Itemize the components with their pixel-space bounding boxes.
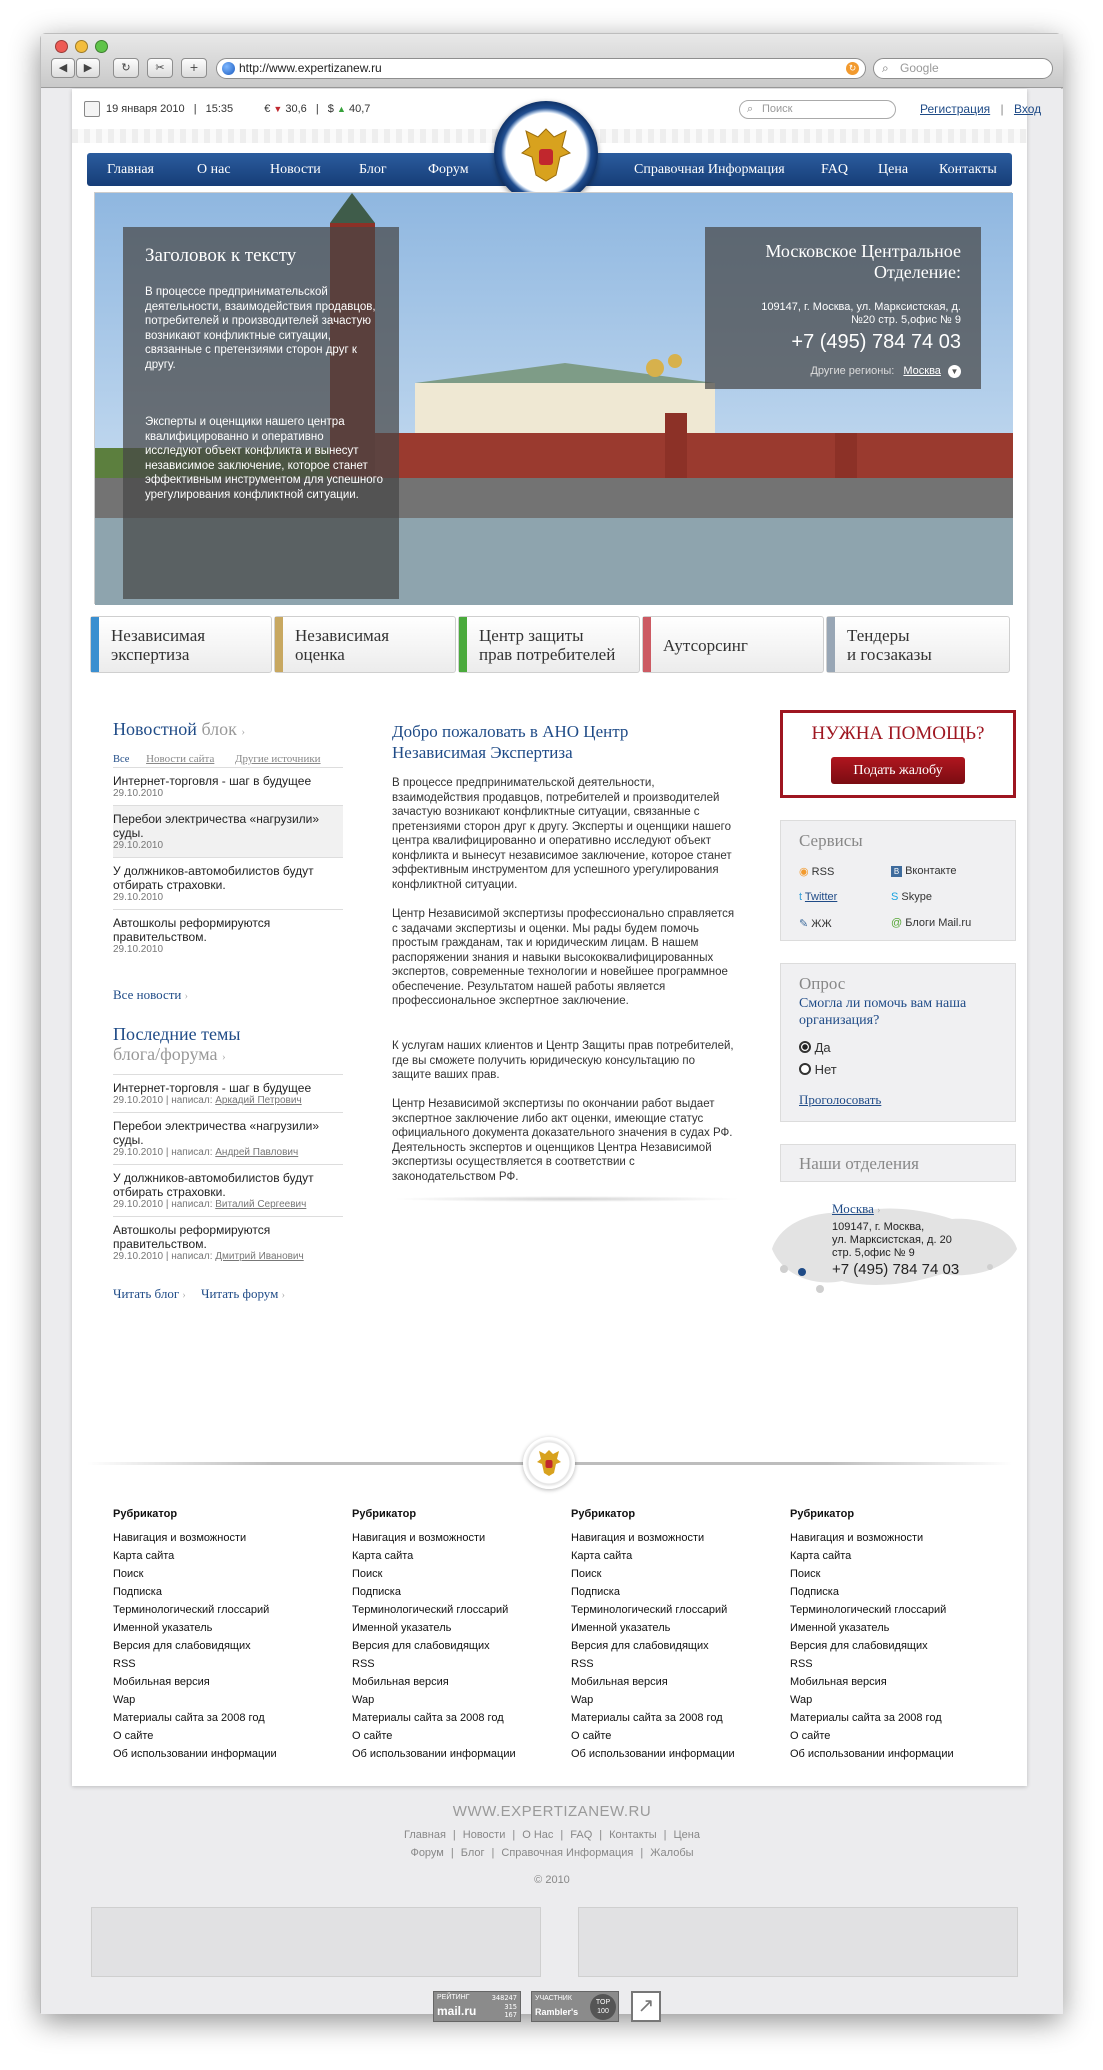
news-block-title[interactable] (113, 719, 245, 740)
news-item-title: Перебои электричества «нагрузили» суды. (113, 812, 320, 840)
eagle-icon (523, 1437, 575, 1489)
footer-link[interactable]: Мобильная версия (571, 1676, 668, 1688)
all-news-link[interactable] (113, 987, 188, 1003)
news-item-date: 29.10.2010 (113, 788, 164, 799)
footer-link[interactable]: Мобильная версия (790, 1676, 887, 1688)
tab-expertise[interactable] (90, 616, 272, 673)
service-skype[interactable] (891, 891, 932, 903)
footer-emblem-logo[interactable] (523, 1437, 575, 1489)
radio-checked-icon[interactable] (799, 1041, 811, 1053)
hero-banner (94, 192, 1012, 604)
top100-badge: TOP 100 (590, 1994, 616, 2020)
poll-option-no[interactable] (799, 1062, 837, 1077)
branch-city: Москва (832, 1201, 874, 1216)
news-item-date: 29.10.2010 (113, 944, 164, 955)
tab-label-line1: Тендеры (847, 626, 910, 645)
current-time: 15:35 (205, 103, 234, 115)
help-box (780, 710, 1016, 798)
counter-value: 315 (504, 2002, 517, 2011)
blog-item-date: 29.10.2010 (113, 1147, 164, 1158)
rss-feed-icon[interactable]: ↻ (846, 62, 859, 75)
bottom-links-row-1: Главная | Новости | О Нас | FAQ | Контакты | Цена (404, 1829, 700, 1841)
service-label: Skype (901, 891, 932, 903)
tab-tenders[interactable] (826, 616, 1010, 673)
footer-link[interactable]: RSS (790, 1658, 813, 1670)
copyright: © 2010 (534, 1874, 570, 1886)
blog-title-part2: блога/форума (113, 1044, 218, 1064)
read-forum-link[interactable]: Читать форум (201, 1286, 279, 1301)
footer-link[interactable]: О сайте (352, 1730, 393, 1742)
regions-label: Другие регионы: (810, 365, 895, 377)
external-counter-icon[interactable]: ↗ (631, 1991, 661, 2022)
chevron-right-icon: › (241, 726, 246, 738)
list-item[interactable] (113, 806, 343, 858)
footer-link[interactable]: Именной указатель (571, 1622, 671, 1634)
blog-links (113, 1286, 285, 1302)
office-address: 109147, г. Москва, ул. Марксистская, д.№20 стр. 5,офис № 9 (761, 301, 961, 326)
back-button[interactable]: ◀ (51, 58, 75, 78)
twitter-icon: t (799, 891, 803, 903)
site-search-input[interactable] (739, 100, 896, 119)
counter-label: РЕЙТИНГ (437, 1994, 470, 2001)
login-link[interactable]: Вход (1013, 102, 1042, 116)
footer-link[interactable]: Об использовании информации (113, 1748, 277, 1760)
footer-link[interactable]: Подписка (571, 1586, 620, 1598)
bottom-link[interactable]: Справочная Информация (501, 1847, 634, 1859)
browser-search-field[interactable] (873, 58, 1053, 79)
list-item[interactable]: У должников-автомобилистов будут отбирать страховки. 29.10.2010 | написал: Виталий Сергеевич (113, 1165, 343, 1217)
counter-value: 167 (504, 2011, 517, 2019)
tab-label-line2: экспертиза (111, 645, 190, 664)
menu-item-faq[interactable]: FAQ (821, 162, 848, 177)
footer-link[interactable]: Подписка (790, 1586, 839, 1598)
poll-title: Опрос (799, 974, 846, 993)
service-vkontakte[interactable] (891, 865, 957, 877)
wrote-label: написал: (171, 1199, 213, 1210)
poll-question: Смогла ли помочь вам наша организация? (799, 996, 967, 1028)
blog-item-author[interactable]: Дмитрий Иванович (215, 1251, 304, 1262)
branch-phone: +7 (495) 784 74 03 (832, 1261, 960, 1278)
chevron-right-icon: › (182, 1290, 186, 1301)
service-label: ЖЖ (811, 918, 832, 930)
list-item[interactable]: Перебои электричества «нагрузили» суды. 29.10.2010 | написал: Андрей Павлович (113, 1113, 343, 1165)
chevron-right-icon: › (222, 1051, 226, 1063)
tab-accent (275, 617, 283, 672)
tab-label-line2: прав потребителей (479, 645, 616, 664)
blog-item-title: Перебои электричества «нагрузили» суды. (113, 1119, 320, 1147)
footer-link[interactable]: Карта сайта (352, 1550, 414, 1562)
news-item-title: Интернет-торговля - шаг в будущее (113, 774, 312, 788)
branches-title: Наши отделения (799, 1154, 919, 1173)
footer-column-title: Рубрикатор (790, 1508, 855, 1520)
bottom-link[interactable]: Новости (462, 1829, 506, 1841)
rambler-logo: Rambler's (535, 2007, 579, 2017)
skype-icon: S (891, 891, 899, 903)
welcome-paragraph-2: Центр Независимой экспертизы профессионально справляется с задачами экспертизы и оценки. Мы рады будем помочь простым гражданам, так и юридическим лицам. В нашем распоряжении знания и навыки высококвалифицированных экспертов, современные технологии и новейшее программное обеспечение. Результатом нашей работы является профессиональное экспертное заключение. (392, 908, 735, 1007)
tab-outsourcing[interactable] (642, 616, 824, 673)
list-item[interactable] (113, 858, 343, 910)
bookmark-button[interactable]: ✂ (147, 58, 173, 78)
blog-title-part1: Последние темы (113, 1024, 241, 1044)
usd-rate: 40,7 (348, 103, 371, 115)
tab-consumer-protection[interactable] (458, 616, 640, 673)
footer-column-title: Рубрикатор (571, 1508, 636, 1520)
site-search-placeholder: Поиск (762, 103, 793, 115)
footer-link[interactable]: Мобильная версия (352, 1676, 449, 1688)
sep: | (1000, 102, 1004, 116)
footer-link[interactable]: Wap (352, 1694, 375, 1706)
browser-window (40, 33, 1062, 2019)
branches-header (780, 1144, 1016, 1182)
calendar-icon (84, 101, 100, 117)
auth-links (920, 102, 1041, 116)
tab-accent (91, 617, 99, 672)
news-item-date: 29.10.2010 (113, 892, 164, 903)
reload-button[interactable]: ↻ (113, 58, 139, 78)
footer-link[interactable]: Подписка (352, 1586, 401, 1598)
news-item-date: 29.10.2010 (113, 840, 164, 851)
footer-link[interactable]: Навигация и возможности (352, 1532, 486, 1544)
blog-item-author[interactable]: Виталий Сергеевич (215, 1199, 307, 1210)
footer-link[interactable]: О сайте (113, 1730, 154, 1742)
filter-other-sources[interactable]: Другие источники (234, 753, 321, 765)
footer-link[interactable]: Карта сайта (790, 1550, 852, 1562)
bottom-link[interactable]: Форум (410, 1847, 444, 1859)
menu-item-price[interactable]: Цена (878, 162, 909, 177)
footer-link[interactable]: Версия для слабовидящих (571, 1640, 709, 1652)
footer-link[interactable]: Навигация и возможности (113, 1532, 247, 1544)
counter-label: УЧАСТНИК (535, 1995, 572, 2002)
down-arrow-icon: ▼ (273, 104, 283, 114)
submit-complaint-button[interactable]: Подать жалобу (831, 757, 965, 784)
bottom-link[interactable]: Блог (460, 1847, 485, 1859)
tab-label-line1: Независимая (111, 626, 206, 645)
tab-label-line2: и госзаказы (847, 645, 932, 664)
menu-item-reference[interactable]: Справочная Информация (634, 162, 785, 177)
chevron-right-icon: › (184, 991, 188, 1002)
news-filters (113, 753, 321, 765)
banner-placeholder-left (91, 1907, 541, 1977)
menu-item-blog[interactable]: Блог (359, 162, 387, 177)
browser-toolbar (41, 34, 1063, 88)
footer-link[interactable]: Навигация и возможности (571, 1532, 705, 1544)
filter-all[interactable]: Все (113, 754, 130, 765)
wrote-label: написал: (171, 1147, 213, 1158)
footer-link[interactable]: Поиск (352, 1568, 383, 1580)
bottom-link[interactable]: Цена (673, 1829, 700, 1841)
footer-link[interactable]: О сайте (790, 1730, 831, 1742)
tab-accent (643, 617, 651, 672)
search-icon: ⌕ (747, 103, 754, 115)
list-item[interactable]: Интернет-торговля - шаг в будущее 29.10.2010 | написал: Аркадий Петрович (113, 1075, 343, 1113)
services-title: Сервисы (799, 831, 863, 850)
counter-value: 348247 (491, 1994, 517, 2002)
date-time (106, 103, 370, 115)
footer-link[interactable]: Об использовании информации (352, 1748, 516, 1760)
blog-item-date: 29.10.2010 (113, 1199, 164, 1210)
livejournal-icon: ✎ (799, 918, 809, 930)
new-tab-button[interactable]: + (181, 58, 207, 78)
browser-search-placeholder: Google (900, 61, 939, 75)
footer-link[interactable]: Wap (113, 1694, 136, 1706)
zoom-window-icon[interactable] (95, 40, 108, 53)
banner-placeholder-right (578, 1907, 1018, 1977)
regions-selector[interactable] (810, 365, 961, 378)
region-link[interactable]: Москва (903, 365, 941, 377)
footer-link[interactable]: О сайте (571, 1730, 612, 1742)
poll-box (780, 963, 1016, 1122)
branch-address-line: ул. Марксистская, д. 20 (832, 1234, 952, 1246)
services-box (780, 820, 1016, 941)
address-bar[interactable] (216, 58, 866, 79)
welcome-title: Добро пожаловать в АНО Центр Независимая Экспертиза (392, 722, 629, 762)
footer-link[interactable]: Карта сайта (571, 1550, 633, 1562)
search-icon: ⌕ (882, 61, 889, 75)
footer-link[interactable]: Поиск (790, 1568, 821, 1580)
bottom-link[interactable]: Контакты (609, 1829, 657, 1841)
vote-link[interactable]: Проголосовать (799, 1092, 882, 1107)
footer-link[interactable]: Именной указатель (113, 1622, 213, 1634)
mailru-counter[interactable] (433, 1991, 521, 2022)
hero-text-panel (123, 227, 399, 599)
blog-item-author[interactable]: Аркадий Петрович (215, 1095, 302, 1106)
bottom-link[interactable]: О Нас (522, 1829, 554, 1841)
welcome-paragraph-3: К услугам наших клиентов и Центр Защиты прав потребителей, где вы сможете получить юридическую консультацию по защите ваших прав. (392, 1040, 734, 1081)
minimize-window-icon[interactable] (75, 40, 88, 53)
news-list (113, 767, 343, 961)
service-label: RSS (811, 866, 835, 878)
footer-link[interactable]: Материалы сайта за 2008 год (113, 1712, 265, 1724)
up-arrow-icon: ▲ (336, 104, 346, 114)
chevron-right-icon: › (281, 1290, 285, 1301)
footer-link[interactable]: Карта сайта (113, 1550, 175, 1562)
menu-item-about[interactable]: О нас (197, 162, 231, 177)
news-item-title: Автошколы реформируются правительством. (113, 916, 271, 944)
radio-unchecked-icon[interactable] (799, 1063, 811, 1075)
chevron-down-icon[interactable]: ▼ (948, 365, 961, 378)
office-title: Московское Центральное Отделение: (765, 241, 961, 282)
office-phone: +7 (495) 784 74 03 (791, 331, 961, 353)
footer-link[interactable]: Поиск (571, 1568, 602, 1580)
service-label: Twitter (804, 891, 838, 903)
euro-rate: 30,6 (285, 103, 307, 115)
tab-label-line1: Независимая (295, 626, 390, 645)
tab-label-line2: оценка (295, 645, 345, 664)
news-title-part2: блок (201, 719, 237, 739)
menu-item-forum[interactable]: Форум (428, 162, 469, 177)
all-news-label: Все новости (113, 987, 182, 1002)
bottom-link[interactable]: FAQ (570, 1829, 593, 1841)
service-livejournal[interactable] (799, 917, 832, 930)
eagle-emblem-logo[interactable] (494, 101, 598, 205)
help-title: НУЖНА ПОМОЩЬ? (811, 723, 985, 744)
news-title-part1: Новостной (113, 719, 197, 739)
footer-link[interactable]: Терминологический глоссарий (113, 1604, 270, 1616)
footer-link[interactable]: Версия для слабовидящих (113, 1640, 251, 1652)
service-label: Вконтакте (905, 865, 957, 877)
forward-button[interactable]: ▶ (76, 58, 100, 78)
blog-item-title: У должников-автомобилистов будут отбирать страховки. (113, 1171, 314, 1199)
footer-link[interactable]: RSS (113, 1658, 136, 1670)
filter-site-news[interactable]: Новости сайта (146, 753, 215, 765)
branch-address (832, 1221, 952, 1260)
service-mailru-blogs[interactable] (891, 917, 971, 929)
tab-label-line1: Центр защиты (479, 626, 584, 645)
branch-address-line: стр. 5,офис № 9 (832, 1247, 915, 1259)
chevron-right-icon: › (877, 1205, 881, 1216)
current-date: 19 января 2010 (106, 103, 185, 115)
address-text: http://www.expertizanew.ru (239, 61, 382, 75)
wrote-label: написал: (171, 1095, 213, 1106)
blog-item-title: Автошколы реформируются правительством. (113, 1223, 271, 1251)
service-twitter[interactable] (799, 891, 837, 903)
footer-link[interactable]: Подписка (113, 1586, 162, 1598)
welcome-paragraph-4: Центр Независимой экспертизы по окончании работ выдает экспертное заключение либо акт оценки, имеющие статус официального документа доказательного значения в судах РФ. Деятельность экспертов и оценщиков Центра Независимой экспертизы осуществляется в соответствии с законодательством РФ. (392, 1098, 733, 1183)
hero-title: Заголовок к тексту (145, 245, 297, 266)
footer-link[interactable]: Терминологический глоссарий (571, 1604, 728, 1616)
footer-column-title: Рубрикатор (113, 1508, 178, 1520)
sep: | (315, 103, 319, 115)
footer-column (571, 1505, 735, 1763)
blog-block-title[interactable] (113, 1024, 240, 1067)
rss-icon: ◉ (799, 866, 809, 878)
footer-link[interactable]: Wap (790, 1694, 813, 1706)
mailru-logo: mail.ru (437, 2004, 477, 2018)
counter-numbers (492, 1994, 517, 2020)
usd-sign: $ (327, 103, 334, 115)
footer-column (113, 1505, 277, 1763)
footer-link[interactable]: Версия для слабовидящих (790, 1640, 928, 1652)
footer-link[interactable]: Материалы сайта за 2008 год (352, 1712, 504, 1724)
blog-item-title: Интернет-торговля - шаг в будущее (113, 1081, 312, 1095)
tab-accent (459, 617, 467, 672)
tab-label-line1: Аутсорсинг (663, 636, 748, 655)
mailru-icon: @ (891, 917, 903, 929)
news-item-title: У должников-автомобилистов будут отбирать страховки. (113, 864, 314, 892)
blog-item-date: 29.10.2010 (113, 1095, 164, 1106)
menu-item-news[interactable]: Новости (270, 162, 321, 177)
footer-link[interactable]: Об использовании информации (571, 1748, 735, 1760)
footer-link[interactable]: Версия для слабовидящих (352, 1640, 490, 1652)
vkontakte-icon: В (891, 866, 902, 877)
footer-column (352, 1505, 516, 1763)
bottom-link[interactable]: Главная (404, 1829, 446, 1841)
blog-item-date: 29.10.2010 (113, 1251, 164, 1262)
hero-paragraph-1: В процессе предпринимательской деятельности, взаимодействия продавцов, потребителей и производителей зачастую возникают конфликтные ситуации, связанные с претензиями сторон друг к другу. (145, 286, 376, 371)
hero-paragraph-2: Эксперты и оценщики нашего центра квалифицированно и оперативно исследуют объект конфликта и вынесут независимое заключение, которое станет эффективным инструментом для успешного урегулирования конфликтной ситуации. (145, 416, 383, 501)
eagle-icon (494, 101, 598, 205)
site-card (72, 89, 1042, 1786)
bottom-link[interactable]: Жалобы (650, 1847, 694, 1859)
footer-link[interactable]: RSS (571, 1658, 594, 1670)
menu-item-home[interactable]: Главная (107, 162, 154, 177)
footer-link[interactable]: Материалы сайта за 2008 год (790, 1712, 942, 1724)
list-item[interactable] (113, 910, 343, 961)
rambler-counter[interactable] (531, 1991, 619, 2022)
page-viewport (41, 89, 1063, 2019)
footer-link[interactable]: Терминологический глоссарий (790, 1604, 947, 1616)
footer-link[interactable]: Поиск (113, 1568, 144, 1580)
blog-item-author[interactable]: Андрей Павлович (215, 1147, 299, 1158)
list-item[interactable]: Автошколы реформируются правительством. 29.10.2010 | написал: Дмитрий Иванович (113, 1217, 343, 1268)
branch-city-link[interactable] (832, 1201, 880, 1217)
menu-item-contacts[interactable]: Контакты (939, 162, 997, 177)
wrote-label: написал: (171, 1251, 213, 1262)
content-divider (392, 1196, 742, 1202)
register-link[interactable]: Регистрация (920, 102, 991, 116)
blog-list (113, 1074, 343, 1268)
footer-column (790, 1505, 954, 1763)
bottom-links-row-2: Форум | Блог | Справочная Информация | Жалобы (410, 1847, 694, 1859)
footer-link[interactable]: Навигация и возможности (790, 1532, 924, 1544)
tab-valuation[interactable] (274, 616, 456, 673)
footer-link[interactable]: Терминологический глоссарий (352, 1604, 509, 1616)
service-label: Блоги Mail.ru (905, 917, 972, 929)
tab-accent (827, 617, 835, 672)
footer-link[interactable]: Wap (571, 1694, 594, 1706)
service-rss[interactable] (799, 865, 834, 878)
globe-icon (222, 62, 235, 75)
branch-address-line: 109147, г. Москва, (832, 1221, 925, 1233)
welcome-paragraph-1: В процессе предпринимательской деятельности, взаимодействия продавцов, потребителей и производителей зачастую возникают конфликтные ситуации, связанные с претензиями сторон друг к другу. Эксперты и оценщики нашего центра квалифицированно и оперативно исследуют объект конфликта и вынесут независимое заключение, которое станет эффективным инструментом для успешного урегулирования конфликтной ситуации. (392, 777, 732, 891)
close-window-icon[interactable] (55, 40, 68, 53)
site-domain: WWW.EXPERTIZANEW.RU (452, 1803, 652, 1820)
footer-link[interactable]: Именной указатель (352, 1622, 452, 1634)
office-panel (705, 227, 981, 389)
poll-option-label: Нет (814, 1062, 837, 1077)
poll-option-label: Да (814, 1040, 831, 1055)
read-blog-link[interactable]: Читать блог (113, 1286, 180, 1301)
footer-link[interactable]: Материалы сайта за 2008 год (571, 1712, 723, 1724)
footer-link[interactable]: Об использовании информации (790, 1748, 954, 1760)
sep: | (193, 103, 197, 115)
footer-link[interactable]: RSS (352, 1658, 375, 1670)
footer-link[interactable]: Мобильная версия (113, 1676, 210, 1688)
euro-sign: € (264, 103, 271, 115)
poll-option-yes[interactable] (799, 1040, 831, 1055)
footer-link[interactable]: Именной указатель (790, 1622, 890, 1634)
footer-column-title: Рубрикатор (352, 1508, 417, 1520)
list-item[interactable] (113, 768, 343, 806)
